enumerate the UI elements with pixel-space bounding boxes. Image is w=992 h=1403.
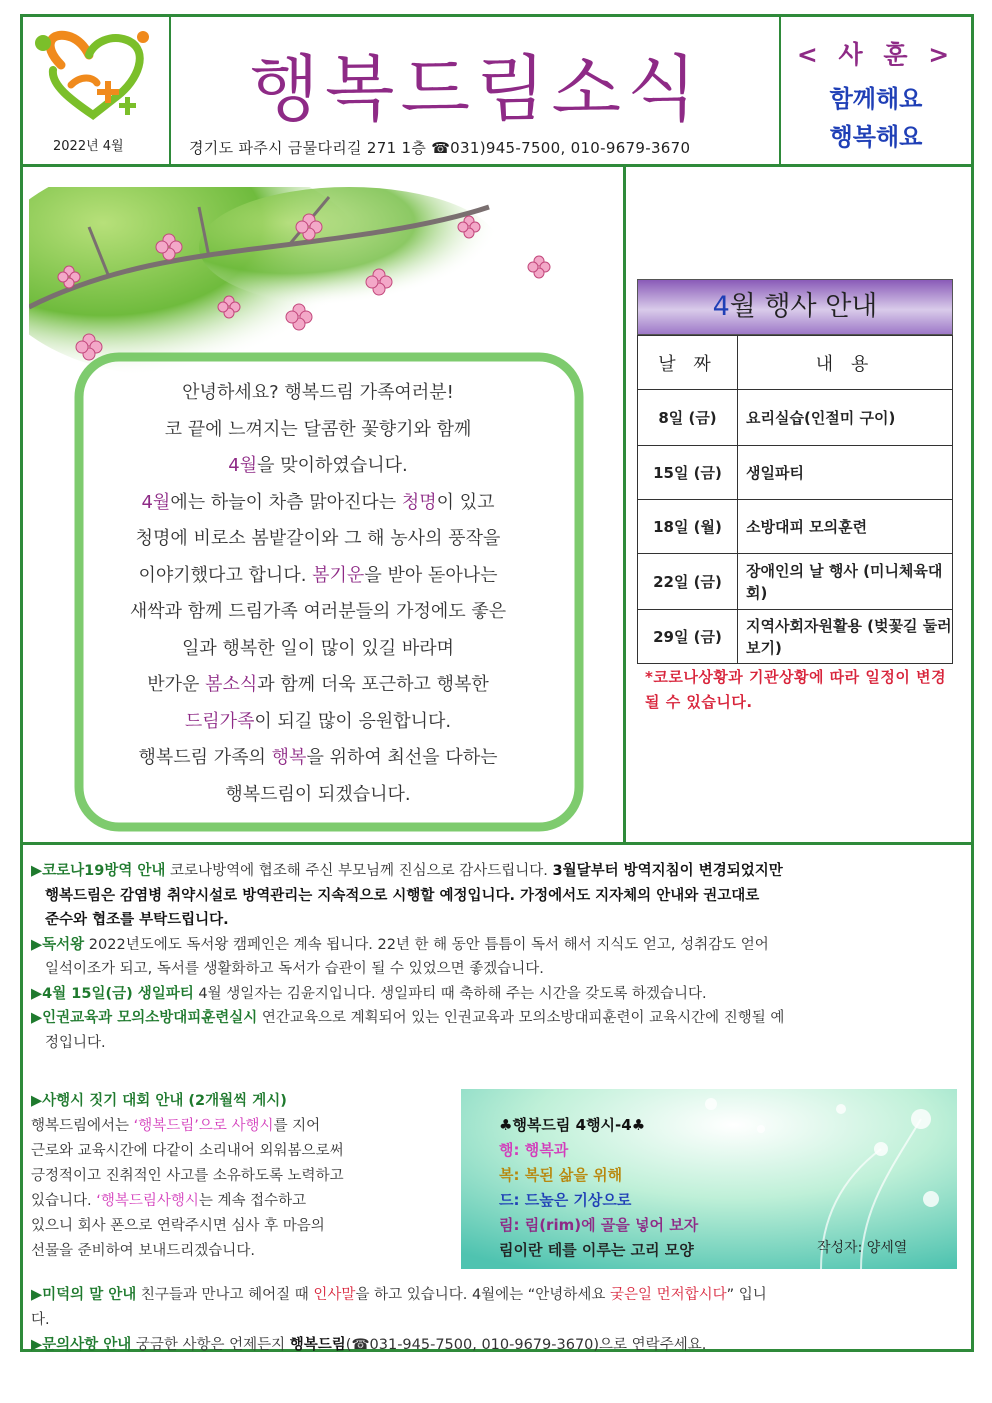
news-section [31,859,967,1055]
greeting-line [83,740,553,777]
news-text: 코로나방역에 협조해 주신 부모님께 진심으로 감사드립니다. [165,863,553,879]
greeting-line: 청명에 비로소 봄밭갈이와 그 해 농사의 풍작을 [135,528,501,549]
highlight: 인사말 [313,1287,356,1303]
greeting-line [83,558,553,595]
highlight: 청명 [401,491,437,513]
news-text: 4월 생일자는 김윤지입니다. 생일파티 때 축하해 주는 시간을 갖도록 하겠습니다. [193,985,707,1002]
contest-line: 긍정적이고 진취적인 사고를 소유하도록 노력하고 [31,1168,344,1184]
greeting-line: 새싹과 함께 드림가족 여러분들의 가정에도 좋은 [129,601,507,622]
table-row [638,554,953,610]
text: 행복드림에서는 [31,1118,134,1134]
highlight: 4월 [228,455,258,476]
contest-line [31,1114,461,1139]
newsletter-title: 행복드림소식 [249,47,703,131]
highlight: ‘행복드림’으로 사행시 [133,1118,274,1134]
news-item-reading [31,933,967,958]
highlight: 행복 [271,747,307,768]
col-content-header: 내 용 [738,336,953,390]
issue-date: 2022년 4월 [53,139,124,154]
event-content: 요리실습(인절미 구이) [738,390,953,446]
news-text: 2022년도에도 독서왕 캠페인은 계속 됩니다. 22년 한 해 동안 틈틈이 독서 해서 지식도 얻고, 성취감도 얻어 [84,936,769,953]
schedule-notice: *코로나상황과 기관상황에 따라 일정이 변경될 수 있습니다. [645,668,947,711]
greeting-line: 일과 행복한 일이 많이 있길 바라며 [181,637,455,659]
news-title: 코로나19방역 안내 [42,863,166,879]
text: 에는 하늘이 차츰 맑아진다는 [170,491,402,513]
logo-heart-plus-icon [31,25,161,125]
greeting-line: 안녕하세요? 행복드림 가족여러분! [182,382,454,403]
news-text: 연간교육으로 계획되어 있는 인권교육과 모의소방대피훈련이 교육시간에 진행될 예 [257,1010,785,1026]
events-title-month: 4 [712,291,730,322]
event-date: 22일 (금) [638,554,738,610]
motto-contest [31,1089,461,1264]
middle-section [23,167,971,845]
poem-author: 작성자: 양세열 [817,1240,908,1256]
news-bold-text: 준수와 협조를 부탁드립니다. [45,912,229,928]
text: 있습니다. [31,1193,97,1209]
poem-title: ♣행복드림 4행시-4♣ [499,1116,646,1134]
poem-line: 림: 림(rim)에 골을 넣어 보자 [499,1216,699,1234]
highlight: ‘행복드림사행시 [96,1193,199,1209]
news-text: 을 하고 있습니다. 4월에는 “안녕하세요 [355,1287,610,1303]
news-title: 미덕의 말 안내 [42,1287,137,1303]
motto-line-1: 함께해요 [829,85,923,113]
motto-cell [781,17,971,167]
bottom-section [31,1283,967,1358]
column-divider [623,167,626,845]
news-bold-text: 행복드림은 감염병 취약시설로 방역관리는 지속적으로 시행할 예정입니다. 가정에서도 지자체의 안내와 권고대로 [45,887,760,904]
event-content: 소방대피 모의훈련 [738,500,953,554]
text: 를 지어 [273,1118,321,1134]
text: 는 계속 접수하고 [198,1193,307,1209]
logo-cell [23,17,171,167]
contest-title-line [31,1089,461,1114]
news-title: 문의사항 안내 [42,1337,132,1353]
poem-text [499,1113,698,1263]
greeting-line [83,485,553,522]
highlight: 봄기운 [312,564,365,586]
bullet-arrow-icon: ▶ [31,1337,43,1353]
news-bold-text: 3월달부터 방역지침이 변경되었지만 [552,863,783,879]
event-date: 15일 (금) [638,446,738,500]
text: 과 함께 더욱 포근하고 행복한 [257,674,489,695]
poem-line: 복: 복된 삶을 위해 [499,1166,623,1184]
text: 반가운 [147,674,206,695]
news-text: 친구들과 만나고 헤어질 때 [136,1287,314,1303]
highlight: 궂은일 먼저합시다 [609,1287,727,1303]
contest-line: 있으니 회사 폰으로 연락주시면 심사 후 마음의 [31,1218,325,1234]
news-item-kind-words [31,1283,967,1308]
bullet-arrow-icon: ▶ [31,863,43,879]
text: 이 되길 많이 응원합니다. [254,710,452,732]
events-schedule [637,279,953,664]
table-header-row [638,336,953,390]
news-title: 인권교육과 모의소방대피훈련실시 [42,1010,258,1026]
news-text: 일석이조가 되고, 독서를 생활화하고 독서가 습관이 될 수 있었으면 좋겠습니다. [45,961,544,977]
acrostic-poem-card [461,1089,957,1269]
events-title [637,279,953,335]
greeting-line: 행복드림이 되겠습니다. [225,783,411,805]
events-table [637,335,953,664]
motto-line-2: 행복해요 [829,123,923,151]
event-content: 지역사회자원활용 (벚꽃길 둘러보기) [738,610,953,664]
events-title-text: 월 행사 안내 [729,291,878,322]
highlight: 4월 [141,491,171,513]
bullet-arrow-icon: ▶ [31,1287,43,1303]
news-item-birthday [31,982,967,1007]
title-cell [171,17,781,167]
address: 경기도 파주시 금물다리길 271 1층 ☎031)945-7500, 010-9679-3670 [189,139,691,157]
bullet-arrow-icon: ▶ [31,936,43,953]
poem-line: 드: 드높은 기상으로 [499,1191,632,1209]
text: 이야기했다고 합니다. [138,564,313,586]
news-title: 독서왕 [42,936,85,953]
event-date: 18일 (월) [638,500,738,554]
greeting-line [83,448,553,485]
text: 이 있고 [436,491,495,513]
poem-line: 행: 행복과 [499,1141,569,1159]
news-text: 정입니다. [45,1034,106,1051]
news-title: 4월 15일(금) 생일파티 [42,985,194,1002]
news-item-education [31,1006,967,1031]
table-row [638,390,953,446]
bullet-arrow-icon: ▶ [31,1010,43,1026]
highlight: 드림가족 [184,710,255,732]
text: 을 위하여 최선을 다하는 [306,747,498,768]
header [23,17,971,167]
table-row [638,610,953,664]
news-text: 궁금한 사항은 언제든지 [131,1337,290,1353]
highlight: 봄소식 [205,674,258,695]
bullet-arrow-icon: ▶ [31,985,43,1002]
news-text: (☎031-945-7500, 010-9679-3670)으로 연락주세요. [345,1337,707,1353]
text: 을 맞이하였습니다. [257,455,408,476]
text: 행복드림 가족의 [138,747,272,768]
motto-title: < 사 훈 > [796,40,956,69]
greeting-message [83,375,553,813]
poem-note: 림이란 테를 이루는 고리 모양 [499,1241,694,1259]
contest-line [31,1189,461,1214]
news-bold-text: 행복드림 [289,1337,346,1353]
event-content: 장애인의 날 행사 (미니체육대회) [738,554,953,610]
newsletter-frame [20,14,974,1352]
table-row [638,446,953,500]
text: 을 받아 돋아나는 [364,564,498,586]
greeting-line: 코 끝에 느껴지는 달콤한 꽃향기와 함께 [164,418,472,440]
news-text: ” 입니 [726,1287,767,1303]
contest-title: 사행시 짓기 대회 안내 (2개월씩 게시) [42,1093,287,1109]
event-content: 생일파티 [738,446,953,500]
contest-line: 근로와 교육시간에 다같이 소리내어 외워봄으로써 [31,1143,344,1159]
col-date-header: 날 짜 [638,336,738,390]
event-date: 29일 (금) [638,610,738,664]
event-date: 8일 (금) [638,390,738,446]
news-item-covid [31,859,967,884]
bullet-arrow-icon: ▶ [31,1093,43,1109]
contest-line: 선물을 준비하여 보내드리겠습니다. [31,1243,255,1259]
greeting-line [83,667,553,704]
news-text: 다. [31,1312,50,1328]
news-item-inquiry [31,1333,967,1358]
greeting-line [83,704,553,741]
table-row [638,500,953,554]
